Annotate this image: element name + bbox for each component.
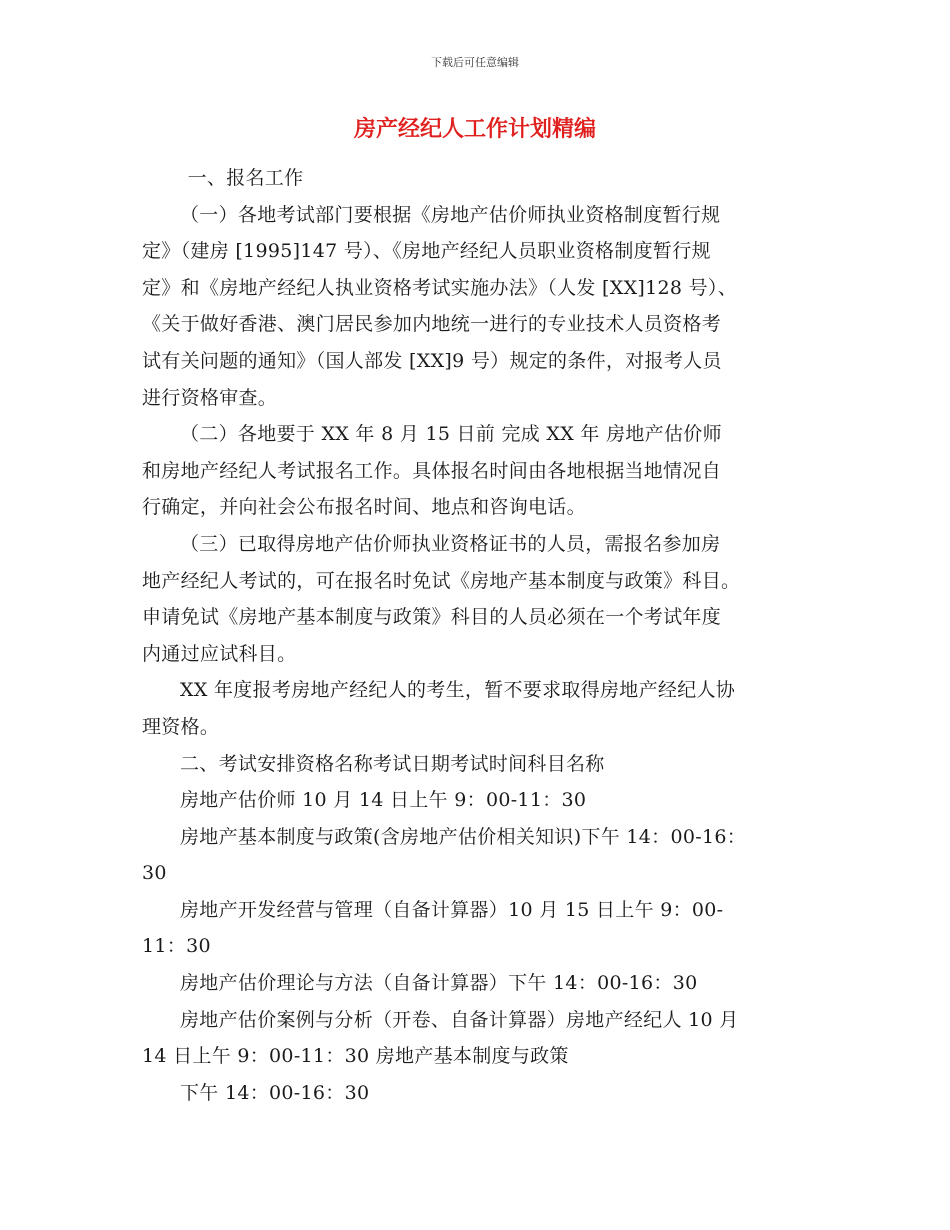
text-line: 14 日上午 9：00-11：30 房地产基本制度与政策: [142, 1045, 569, 1068]
text-line: 房地产估价师 10 月 14 日上午 9：00-11：30: [180, 789, 587, 812]
text-line: 进行资格审查。: [142, 386, 278, 409]
text-line: 一、报名工作: [187, 167, 304, 189]
text-line: 内通过应试科目。: [142, 642, 297, 665]
text-line: 11：30: [142, 935, 211, 958]
text-line: 申请免试《房地产基本制度与政策》科目的人员必须在一个考试年度: [142, 606, 722, 629]
text-line: 定》（建房 [1995]147 号）、《房地产经纪人员职业资格制度暂行规: [142, 240, 711, 263]
text-line: 理资格。: [142, 715, 220, 738]
text-line: 《关于做好香港、澳门居民参加内地统一进行的专业技术人员资格考: [142, 313, 722, 336]
text-line: （一）各地考试部门要根据《房地产估价师执业资格制度暂行规: [180, 203, 721, 226]
text-line: XX 年度报考房地产经纪人的考生，暂不要求取得房地产经纪人协: [180, 679, 736, 702]
text-line: 下午 14：00-16：30: [180, 1081, 370, 1104]
text-line: 和房地产经纪人考试报名工作。具体报名时间由各地根据当地情况自: [142, 459, 722, 482]
text-line: 定》和《房地产经纪人执业资格考试实施办法》（人发 [XX]128 号）、: [142, 276, 738, 299]
page-header-note: 下载后可任意编辑: [431, 56, 519, 69]
text-line: （二）各地要于 XX 年 8 月 15 日前 完成 XX 年 房地产估价师: [180, 423, 722, 446]
document-body: [142, 160, 822, 1111]
document-title: 房产经纪人工作计划精编: [353, 117, 596, 142]
text-line: 30: [142, 862, 167, 885]
text-line: 试有关问题的通知》（国人部发 [XX]9 号）规定的条件，对报考人员: [142, 349, 722, 372]
text-line: 房地产开发经营与管理（自备计算器）10 月 15 日上午 9：00-: [180, 898, 724, 921]
text-line: 行确定，并向社会公布报名时间、地点和咨询电话。: [142, 496, 586, 519]
text-line: 房地产估价案例与分析（开卷、自备计算器）房地产经纪人 10 月: [180, 1008, 739, 1031]
text-line: 房地产估价理论与方法（自备计算器）下午 14：00-16：30: [180, 972, 698, 995]
text-line: （三）已取得房地产估价师执业资格证书的人员，需报名参加房: [180, 532, 721, 555]
text-line: 地产经纪人考试的，可在报名时免试《房地产基本制度与政策》科目。: [142, 569, 741, 592]
text-line: 房地产基本制度与政策(含房地产估价相关知识)下午 14：00-16：: [180, 825, 747, 848]
text-line: 二、考试安排资格名称考试日期考试时间科目名称: [180, 752, 605, 775]
